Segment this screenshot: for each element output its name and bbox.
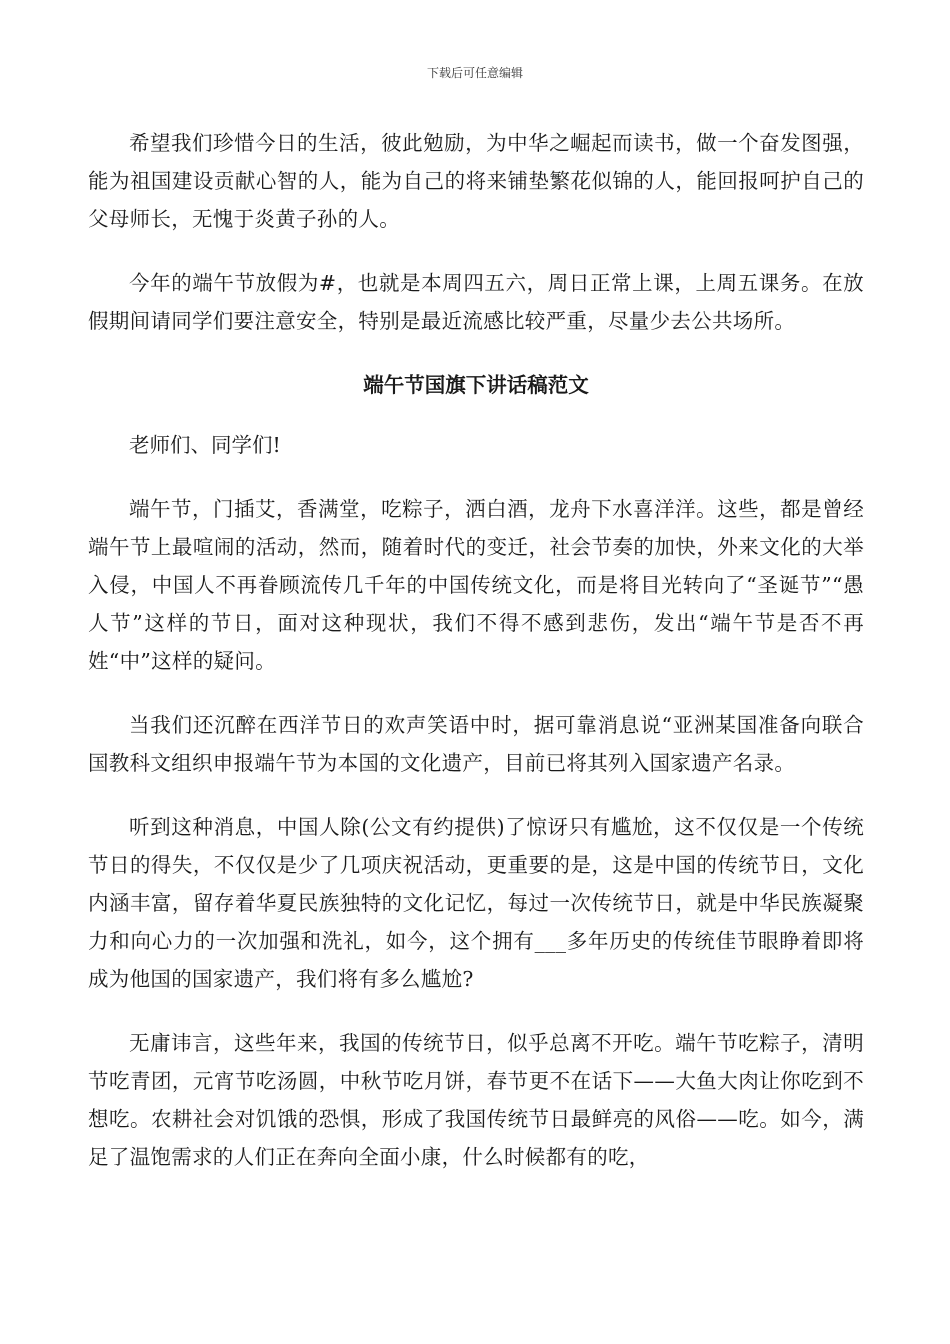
document-body [88,124,864,1202]
paragraph: 听到这种消息，中国人除(公文有约提供)了惊讶只有尴尬，这不仅仅是一个传统节日的得失，不仅仅是少了几项庆祝活动，更重要的是，这是中国的传统节日，文化内涵丰富，留存着华夏民族独特的文化记忆，每过一次传统节日，就是中华民族凝聚力和向心力的一次加强和洗礼，如今，这个拥有___多年历史的传统佳节眼睁着即将成为他国的国家遗产，我们将有多么尴尬? [88,815,864,991]
paragraph: 希望我们珍惜今日的生活，彼此勉励，为中华之崛起而读书，做一个奋发图强，能为祖国建设贡献心智的人，能为自己的将来铺垫繁花似锦的人，能回报呵护自己的父母师长，无愧于炎黄子孙的人。 [88,131,864,231]
paragraph: 端午节，门插艾，香满堂，吃粽子，洒白酒，龙舟下水喜洋洋。这些，都是曾经端午节上最喧闹的活动，然而，随着时代的变迁，社会节奏的加快，外来文化的大举入侵，中国人不再眷顾流传几千年的中国传统文化，而是将目光转向了“圣诞节”“愚人节”这样的节日，面对这种现状，我们不得不感到悲伤，发出“端午节是否不再姓“中”这样的疑问。 [88,497,864,673]
page-header: 下载后可任意编辑 [426,66,523,80]
paragraph: 今年的端午节放假为#，也就是本周四五六，周日正常上课，上周五课务。在放假期间请同学们要注意安全，特别是最近流感比较严重，尽量少去公共场所。 [88,271,864,333]
document-title: 端午节国旗下讲话稿范文 [363,373,589,397]
greeting: 老师们、同学们! [129,433,281,457]
paragraph: 无庸讳言，这些年来，我国的传统节日，似乎总离不开吃。端午节吃粽子，清明节吃青团，元宵节吃汤圆，中秋节吃月饼，春节更不在话下——大鱼大肉让你吃到不想吃。农耕社会对饥饿的恐惧，形成了我国传统节日最鲜亮的风俗——吃。如今，满足了温饱需求的人们正在奔向全面小康，什么时候都有的吃， [88,1031,864,1169]
paragraph: 当我们还沉醉在西洋节日的欢声笑语中时，据可靠消息说“亚洲某国准备向联合国教科文组织申报端午节为本国的文化遗产，目前已将其列入国家遗产名录。 [88,713,864,775]
